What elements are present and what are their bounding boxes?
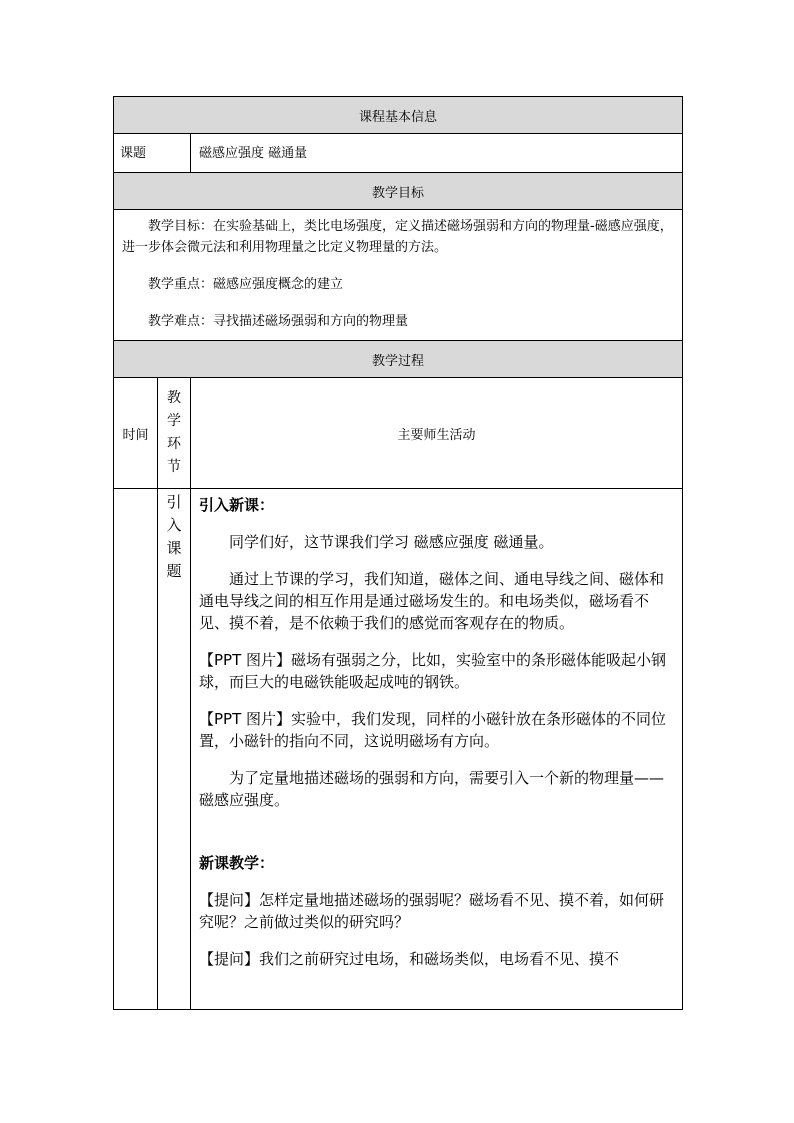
- intro-p3: 【PPT 图片】磁场有强弱之分，比如，实验室中的条形磁体能吸起小钢球，而巨大的电磁铁能吸起成吨的钢铁。: [199, 651, 667, 691]
- course-info-header: 课程基本信息: [114, 97, 683, 134]
- question-1: 【提问】怎样定量地描述磁场的强弱呢？磁场看不见、摸不着，如何研究呢？之前做过类似的研究吗？: [199, 891, 665, 931]
- objectives-content: [114, 210, 683, 341]
- topic-label: 课题: [114, 134, 191, 173]
- objective-key-point: 教学重点：磁感应强度概念的建立: [148, 277, 344, 292]
- intro-p2: 通过上节课的学习，我们知道，磁体之间、通电导线之间、磁体和通电导线之间的相互作用是通过磁场发生的。和电场类似，磁场看不见、摸不着，是不依赖于我们的感觉而客观存在的物质。: [199, 570, 665, 632]
- lesson-plan-page: [113, 96, 682, 1010]
- objectives-header: 教学目标: [114, 173, 683, 210]
- objective-difficulty: 教学难点：寻找描述磁场强弱和方向的物理量: [148, 314, 409, 329]
- new-lesson-title: 新课教学：: [199, 854, 275, 872]
- spacer: [199, 826, 674, 852]
- topic-value: 磁感应强度 磁通量: [191, 134, 683, 173]
- stage-cell: [158, 489, 191, 1010]
- activity-content: [191, 489, 683, 1010]
- question-2: 【提问】我们之前研究过电场，和磁场类似，电场看不见、摸不: [199, 950, 620, 968]
- lesson-plan-table: [113, 96, 683, 1010]
- col-stage-text: 教学环节: [167, 390, 181, 475]
- process-header: 教学过程: [114, 341, 683, 378]
- intro-title: 引入新课：: [199, 496, 275, 514]
- col-time: 时间: [114, 378, 158, 489]
- intro-p5: 为了定量地描述磁场的强弱和方向，需要引入一个新的物理量——磁感应强度。: [199, 769, 665, 809]
- col-activity: 主要师生活动: [191, 378, 683, 489]
- stage-intro: 引入课题: [166, 493, 182, 580]
- objective-goal: 教学目标：在实验基础上，类比电场强度，定义描述磁场强弱和方向的物理量-磁感应强度，进一步体会微元法和利用物理量之比定义物理量的方法。: [122, 219, 673, 255]
- intro-p1: 同学们好，这节课我们学习 磁感应强度 磁通量。: [229, 533, 554, 551]
- time-cell: [114, 489, 158, 1010]
- intro-p4: 【PPT 图片】实验中，我们发现，同样的小磁针放在条形磁体的不同位置，小磁针的指向不同，这说明磁场有方向。: [199, 710, 667, 750]
- col-stage: [158, 378, 191, 489]
